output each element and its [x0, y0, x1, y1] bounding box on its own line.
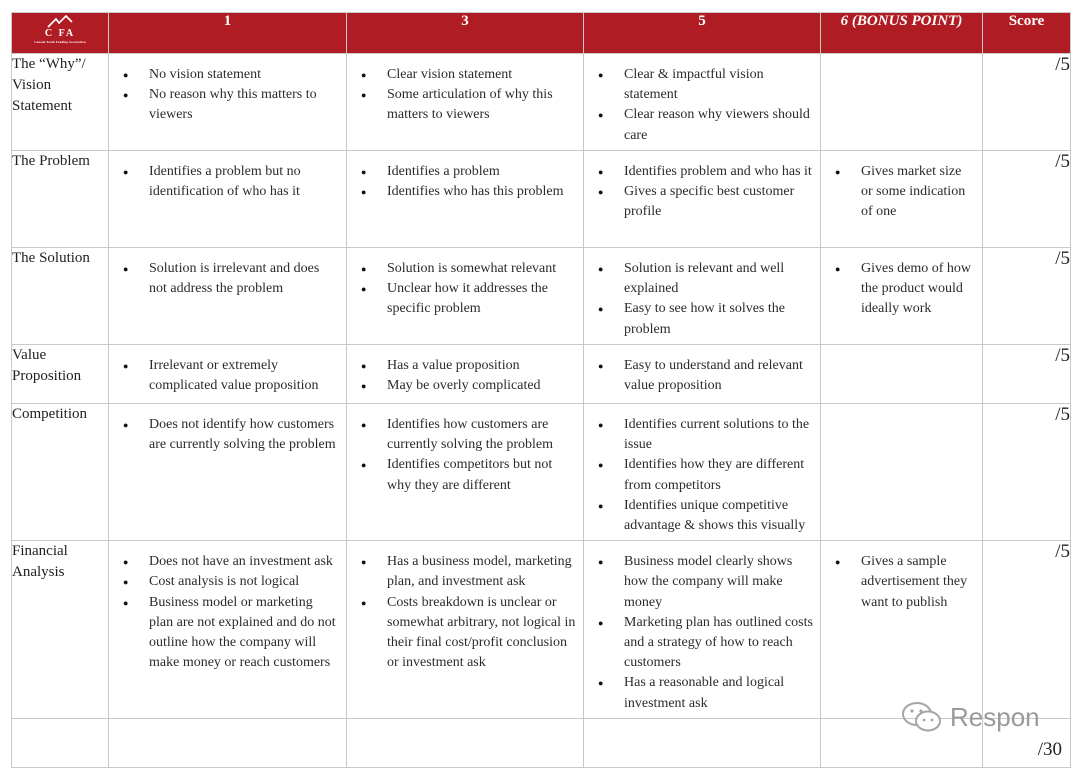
empty-cell [347, 718, 584, 767]
level-3-cell [347, 345, 584, 404]
bullet-item: ● Solution is irrelevant and does not address the problem [149, 259, 340, 299]
criterion-label: Competition [12, 404, 109, 541]
bullet-item: ● Identifies a problem [387, 162, 577, 182]
rubric-row [12, 541, 1071, 719]
bullet-list [347, 54, 583, 130]
level-3-cell [347, 404, 584, 541]
bullet-item: ● Easy to see how it solves the problem [624, 299, 814, 339]
bullet-item: ● Does not identify how customers are currently solving the problem [149, 415, 340, 455]
bullet-item: ● Marketing plan has outlined costs and a strategy of how to reach customers [624, 613, 814, 674]
bullet-item: ● Cost analysis is not logical [149, 572, 340, 592]
bullet-item: ● Business model clearly shows how the company will make money [624, 552, 814, 613]
bullet-item: ● Has a value proposition [387, 356, 577, 376]
bullet-list [584, 54, 820, 150]
bonus-cell [821, 54, 983, 151]
level-1-cell [109, 541, 347, 719]
cyfa-logo [12, 13, 108, 44]
bullet-item: ● Irrelevant or extremely complicated value proposition [149, 356, 340, 396]
bullet-list [821, 151, 982, 227]
bullet-list [584, 248, 820, 344]
bullet-item: ● Clear reason why viewers should care [624, 105, 814, 145]
bullet-item: ● Costs breakdown is unclear or somewhat arbitrary, not logical in their final cost/profit conclusion or investment ask [387, 593, 577, 674]
score-cell: /5 [983, 345, 1071, 404]
rubric-row [12, 345, 1071, 404]
bullet-list [109, 248, 346, 303]
level-3-cell [347, 541, 584, 719]
bullet-item: ● Gives demo of how the product would ideally work [861, 259, 976, 320]
bullet-list [347, 541, 583, 677]
bird-icon [46, 15, 74, 29]
bullet-list [584, 541, 820, 718]
bullet-item: ● Does not have an investment ask [149, 552, 340, 572]
bullet-item: ● Some articulation of why this matters to viewers [387, 85, 577, 125]
bullet-item: ● Identifies unique competitive advantage & shows this visually [624, 496, 814, 536]
bullet-item: ● Identifies current solutions to the issue [624, 415, 814, 455]
score-cell: /5 [983, 248, 1071, 345]
bullet-item: ● Solution is relevant and well explained [624, 259, 814, 299]
bonus-cell [821, 151, 983, 248]
bullet-list [584, 345, 820, 400]
bullet-list [584, 151, 820, 227]
level-1-cell [109, 151, 347, 248]
header-score-1: 1 [109, 13, 347, 54]
bullet-item: ● Gives a specific best customer profile [624, 182, 814, 222]
bullet-list [347, 248, 583, 324]
rubric-row [12, 248, 1071, 345]
criterion-label: The Problem [12, 151, 109, 248]
bonus-cell [821, 541, 983, 719]
logo-subtext: Canada Youth Funding Association [34, 40, 86, 44]
level-3-cell [347, 54, 584, 151]
bullet-item: ● Has a business model, marketing plan, and investment ask [387, 552, 577, 592]
level-1-cell [109, 345, 347, 404]
level-1-cell [109, 54, 347, 151]
header-score-3: 3 [347, 13, 584, 54]
header-score-5: 5 [584, 13, 821, 54]
level-5-cell [584, 345, 821, 404]
logo-letters: C FA [44, 28, 76, 39]
level-5-cell [584, 54, 821, 151]
bullet-item: ● No reason why this matters to viewers [149, 85, 340, 125]
bullet-list [347, 404, 583, 500]
bullet-item: ● Unclear how it addresses the specific problem [387, 279, 577, 319]
bullet-item: ● Identifies a problem but no identification of who has it [149, 162, 340, 202]
bullet-list [347, 151, 583, 206]
criterion-label: The “Why”/ Vision Statement [12, 54, 109, 151]
criterion-label: The Solution [12, 248, 109, 345]
level-3-cell [347, 248, 584, 345]
score-cell: /5 [983, 151, 1071, 248]
bonus-cell [821, 248, 983, 345]
bullet-item: ● Business model or marketing plan are not explained and do not outline how the company will make money or reach customers [149, 593, 340, 674]
rubric-row [12, 404, 1071, 541]
bullet-list [821, 541, 982, 617]
bonus-cell [821, 345, 983, 404]
rubric-row [12, 54, 1071, 151]
bullet-list [109, 54, 346, 130]
score-cell: /5 [983, 404, 1071, 541]
bullet-item: ● Identifies problem and who has it [624, 162, 814, 182]
bullet-item: ● Identifies how customers are currently solving the problem [387, 415, 577, 455]
level-1-cell [109, 248, 347, 345]
bullet-item: ● Gives a sample advertisement they want to publish [861, 552, 976, 613]
level-5-cell [584, 151, 821, 248]
empty-cell [12, 718, 109, 767]
header-bonus: 6 (BONUS POINT) [821, 13, 983, 54]
total-score: /30 [983, 718, 1071, 767]
criterion-label: Financial Analysis [12, 541, 109, 719]
bullet-item: ● Identifies competitors but not why they are different [387, 455, 577, 495]
bonus-cell [821, 404, 983, 541]
bullet-list [821, 248, 982, 324]
level-3-cell [347, 151, 584, 248]
header-row [12, 13, 1071, 54]
level-1-cell [109, 404, 347, 541]
empty-cell [109, 718, 347, 767]
bullet-item: ● Clear vision statement [387, 65, 577, 85]
header-score: Score [983, 13, 1071, 54]
bullet-item: ● Identifies how they are different from competitors [624, 455, 814, 495]
score-cell: /5 [983, 54, 1071, 151]
bullet-list [109, 541, 346, 677]
bullet-list [109, 404, 346, 459]
criterion-label: Value Proposition [12, 345, 109, 404]
bullet-item: ● No vision statement [149, 65, 340, 85]
watermark [900, 700, 1040, 734]
bullet-item: ● Identifies who has this problem [387, 182, 577, 202]
bullet-item: ● Solution is somewhat relevant [387, 259, 577, 279]
level-5-cell [584, 541, 821, 719]
bullet-list [109, 151, 346, 206]
rubric-table [11, 12, 1071, 768]
bullet-item: ● Clear & impactful vision statement [624, 65, 814, 105]
wechat-icon [900, 700, 944, 734]
rubric-row [12, 151, 1071, 248]
bullet-item: ● Gives market size or some indication of one [861, 162, 976, 223]
bullet-list [584, 404, 820, 540]
watermark-text: Respon [950, 701, 1040, 732]
bullet-item: ● Has a reasonable and logical investment ask [624, 673, 814, 713]
logo-cell [12, 13, 109, 54]
bullet-item: ● Easy to understand and relevant value proposition [624, 356, 814, 396]
level-5-cell [584, 248, 821, 345]
bullet-list [109, 345, 346, 400]
bullet-list [347, 345, 583, 400]
empty-cell [584, 718, 821, 767]
score-cell: /5 [983, 541, 1071, 719]
level-5-cell [584, 404, 821, 541]
bullet-item: ● May be overly complicated [387, 376, 577, 396]
